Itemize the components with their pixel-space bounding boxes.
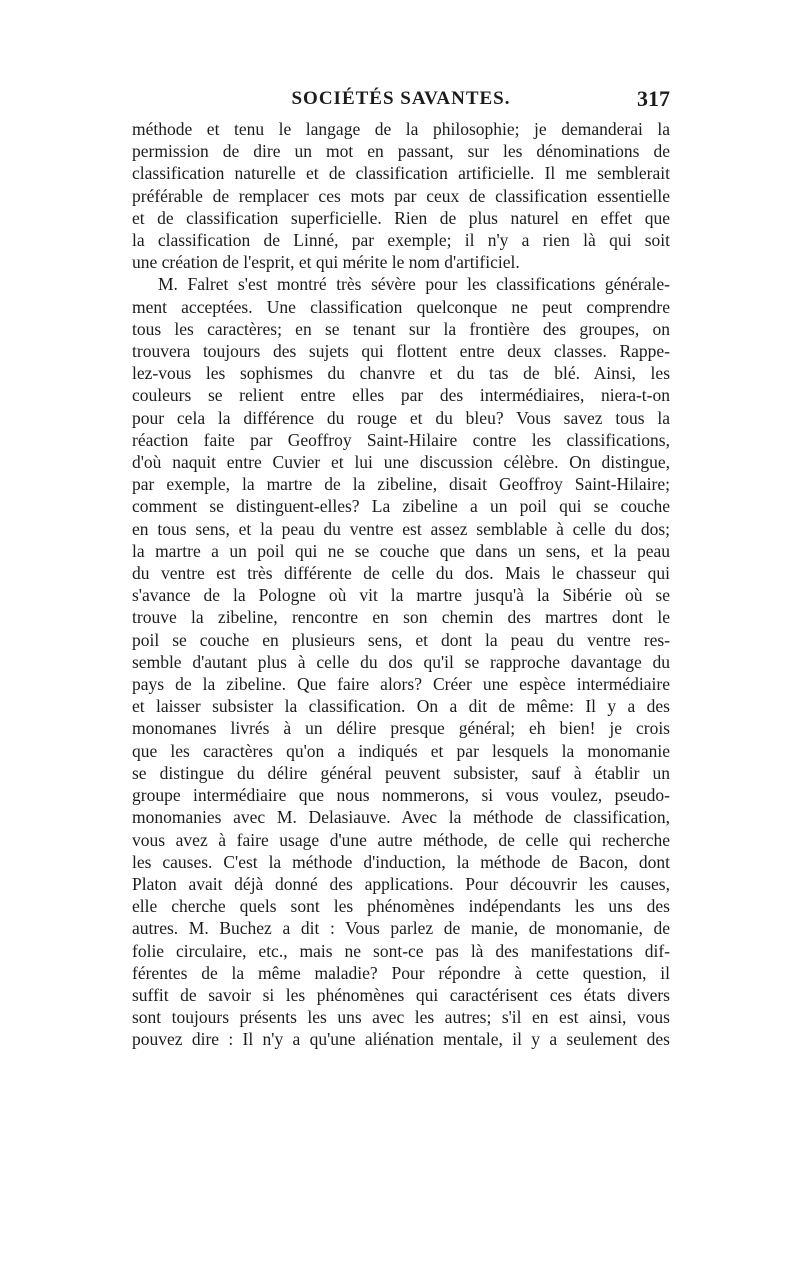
- text-line: sont toujours présents les uns avec les autres; s'il en est ainsi, vous: [132, 1007, 670, 1028]
- text-line: préférable de remplacer ces mots par ceux de classification essentielle: [132, 185, 670, 206]
- text-line: semble d'autant plus à celle du dos qu'il se rapproche davantage du: [132, 651, 670, 672]
- page-number: 317: [637, 86, 670, 111]
- text-line: et de classification superficielle. Rien de plus naturel en effet que: [132, 207, 670, 228]
- text-line: ment acceptées. Une classification quelconque ne peut comprendre: [132, 296, 670, 317]
- text-line: méthode et tenu le langage de la philosophie; je demanderai la: [132, 119, 670, 139]
- text-line: permission de dire un mot en passant, sur les dénominations de: [132, 141, 670, 162]
- text-line: la martre a un poil qui ne se couche que dans un sens, et la peau: [132, 540, 670, 561]
- book-page: [132, 86, 670, 1051]
- text-line: férentes de la même maladie? Pour répondre à cette question, il: [132, 962, 670, 983]
- text-line: par exemple, la martre de la zibeline, disait Geoffroy Saint-Hilaire;: [132, 474, 670, 495]
- text-line: elle cherche quels sont les phénomènes indépendants les uns des: [132, 896, 670, 917]
- text-line: trouve la zibeline, rencontre en son chemin des martres dont le: [132, 607, 670, 628]
- text-line: poil se couche en plusieurs sens, et dont la peau du ventre res-: [132, 629, 670, 650]
- text-line: que les caractères qu'on a indiqués et par lesquels la monomanie: [132, 740, 670, 761]
- text-line: classification naturelle et de classification artificielle. Il me semblerait: [132, 163, 670, 184]
- text-line: et laisser subsister la classification. On a dit de même: Il y a des: [132, 696, 670, 717]
- text-line: réaction faite par Geoffroy Saint-Hilaire contre les classifications,: [132, 429, 670, 450]
- text-line: couleurs se relient entre elles par des intermédiaires, niera-t-on: [132, 385, 670, 406]
- text-line: suffit de savoir si les phénomènes qui caractérisent ces états divers: [132, 984, 670, 1005]
- text-line: Platon avait déjà donné des applications. Pour découvrir les causes,: [132, 873, 670, 894]
- text-line: vous avez à faire usage d'une autre méthode, de celle qui recherche: [132, 829, 670, 850]
- text-line: se distingue du délire général peuvent subsister, sauf à établir un: [132, 762, 670, 783]
- text-line: lez-vous les sophismes du chanvre et du tas de blé. Ainsi, les: [132, 363, 670, 384]
- text-line: une création de l'esprit, et qui mérite le nom d'artificiel.: [132, 252, 520, 273]
- text-line: la classification de Linné, par exemple; il n'y a rien là qui soit: [132, 230, 670, 251]
- text-line: monomanes livrés à un délire presque général; eh bien! je crois: [132, 718, 670, 739]
- text-line: pouvez dire : Il n'y a qu'une aliénation mentale, il y a seulement des: [132, 1029, 670, 1050]
- running-head: [132, 86, 670, 118]
- text-line: pays de la zibeline. Que faire alors? Créer une espèce intermédiaire: [132, 674, 670, 695]
- text-line: autres. M. Buchez a dit : Vous parlez de manie, de monomanie, de: [132, 918, 670, 939]
- text-line: les causes. C'est la méthode d'induction, la méthode de Bacon, dont: [132, 851, 670, 872]
- text-line: s'avance de la Pologne où vit la martre jusqu'à la Sibérie où se: [132, 585, 670, 606]
- text-line: groupe intermédiaire que nous nommerons, si vous voulez, pseudo-: [132, 785, 670, 806]
- text-line: trouvera toujours des sujets qui flottent entre deux classes. Rappe-: [132, 341, 670, 362]
- text-line: M. Falret s'est montré très sévère pour les classifications générale-: [158, 274, 670, 295]
- header-title: SOCIÉTÉS SAVANTES.: [291, 88, 511, 109]
- text-line: comment se distinguent-elles? La zibeline a un poil qui se couche: [132, 496, 670, 517]
- text-line: d'où naquit entre Cuvier et lui une discussion célèbre. On distingue,: [132, 452, 670, 473]
- text-line: pour cela la différence du rouge et du bleu? Vous savez tous la: [132, 407, 670, 428]
- body-text: [132, 118, 670, 1051]
- text-line: tous les caractères; en se tenant sur la frontière des groupes, on: [132, 318, 670, 339]
- text-line: en tous sens, et la peau du ventre est assez semblable à celle du dos;: [132, 518, 670, 539]
- text-line: monomanies avec M. Delasiauve. Avec la méthode de classification,: [132, 807, 670, 828]
- text-line: folie circulaire, etc., mais ne sont-ce pas là des manifestations dif-: [132, 940, 670, 961]
- text-line: du ventre est très différente de celle du dos. Mais le chasseur qui: [132, 563, 670, 584]
